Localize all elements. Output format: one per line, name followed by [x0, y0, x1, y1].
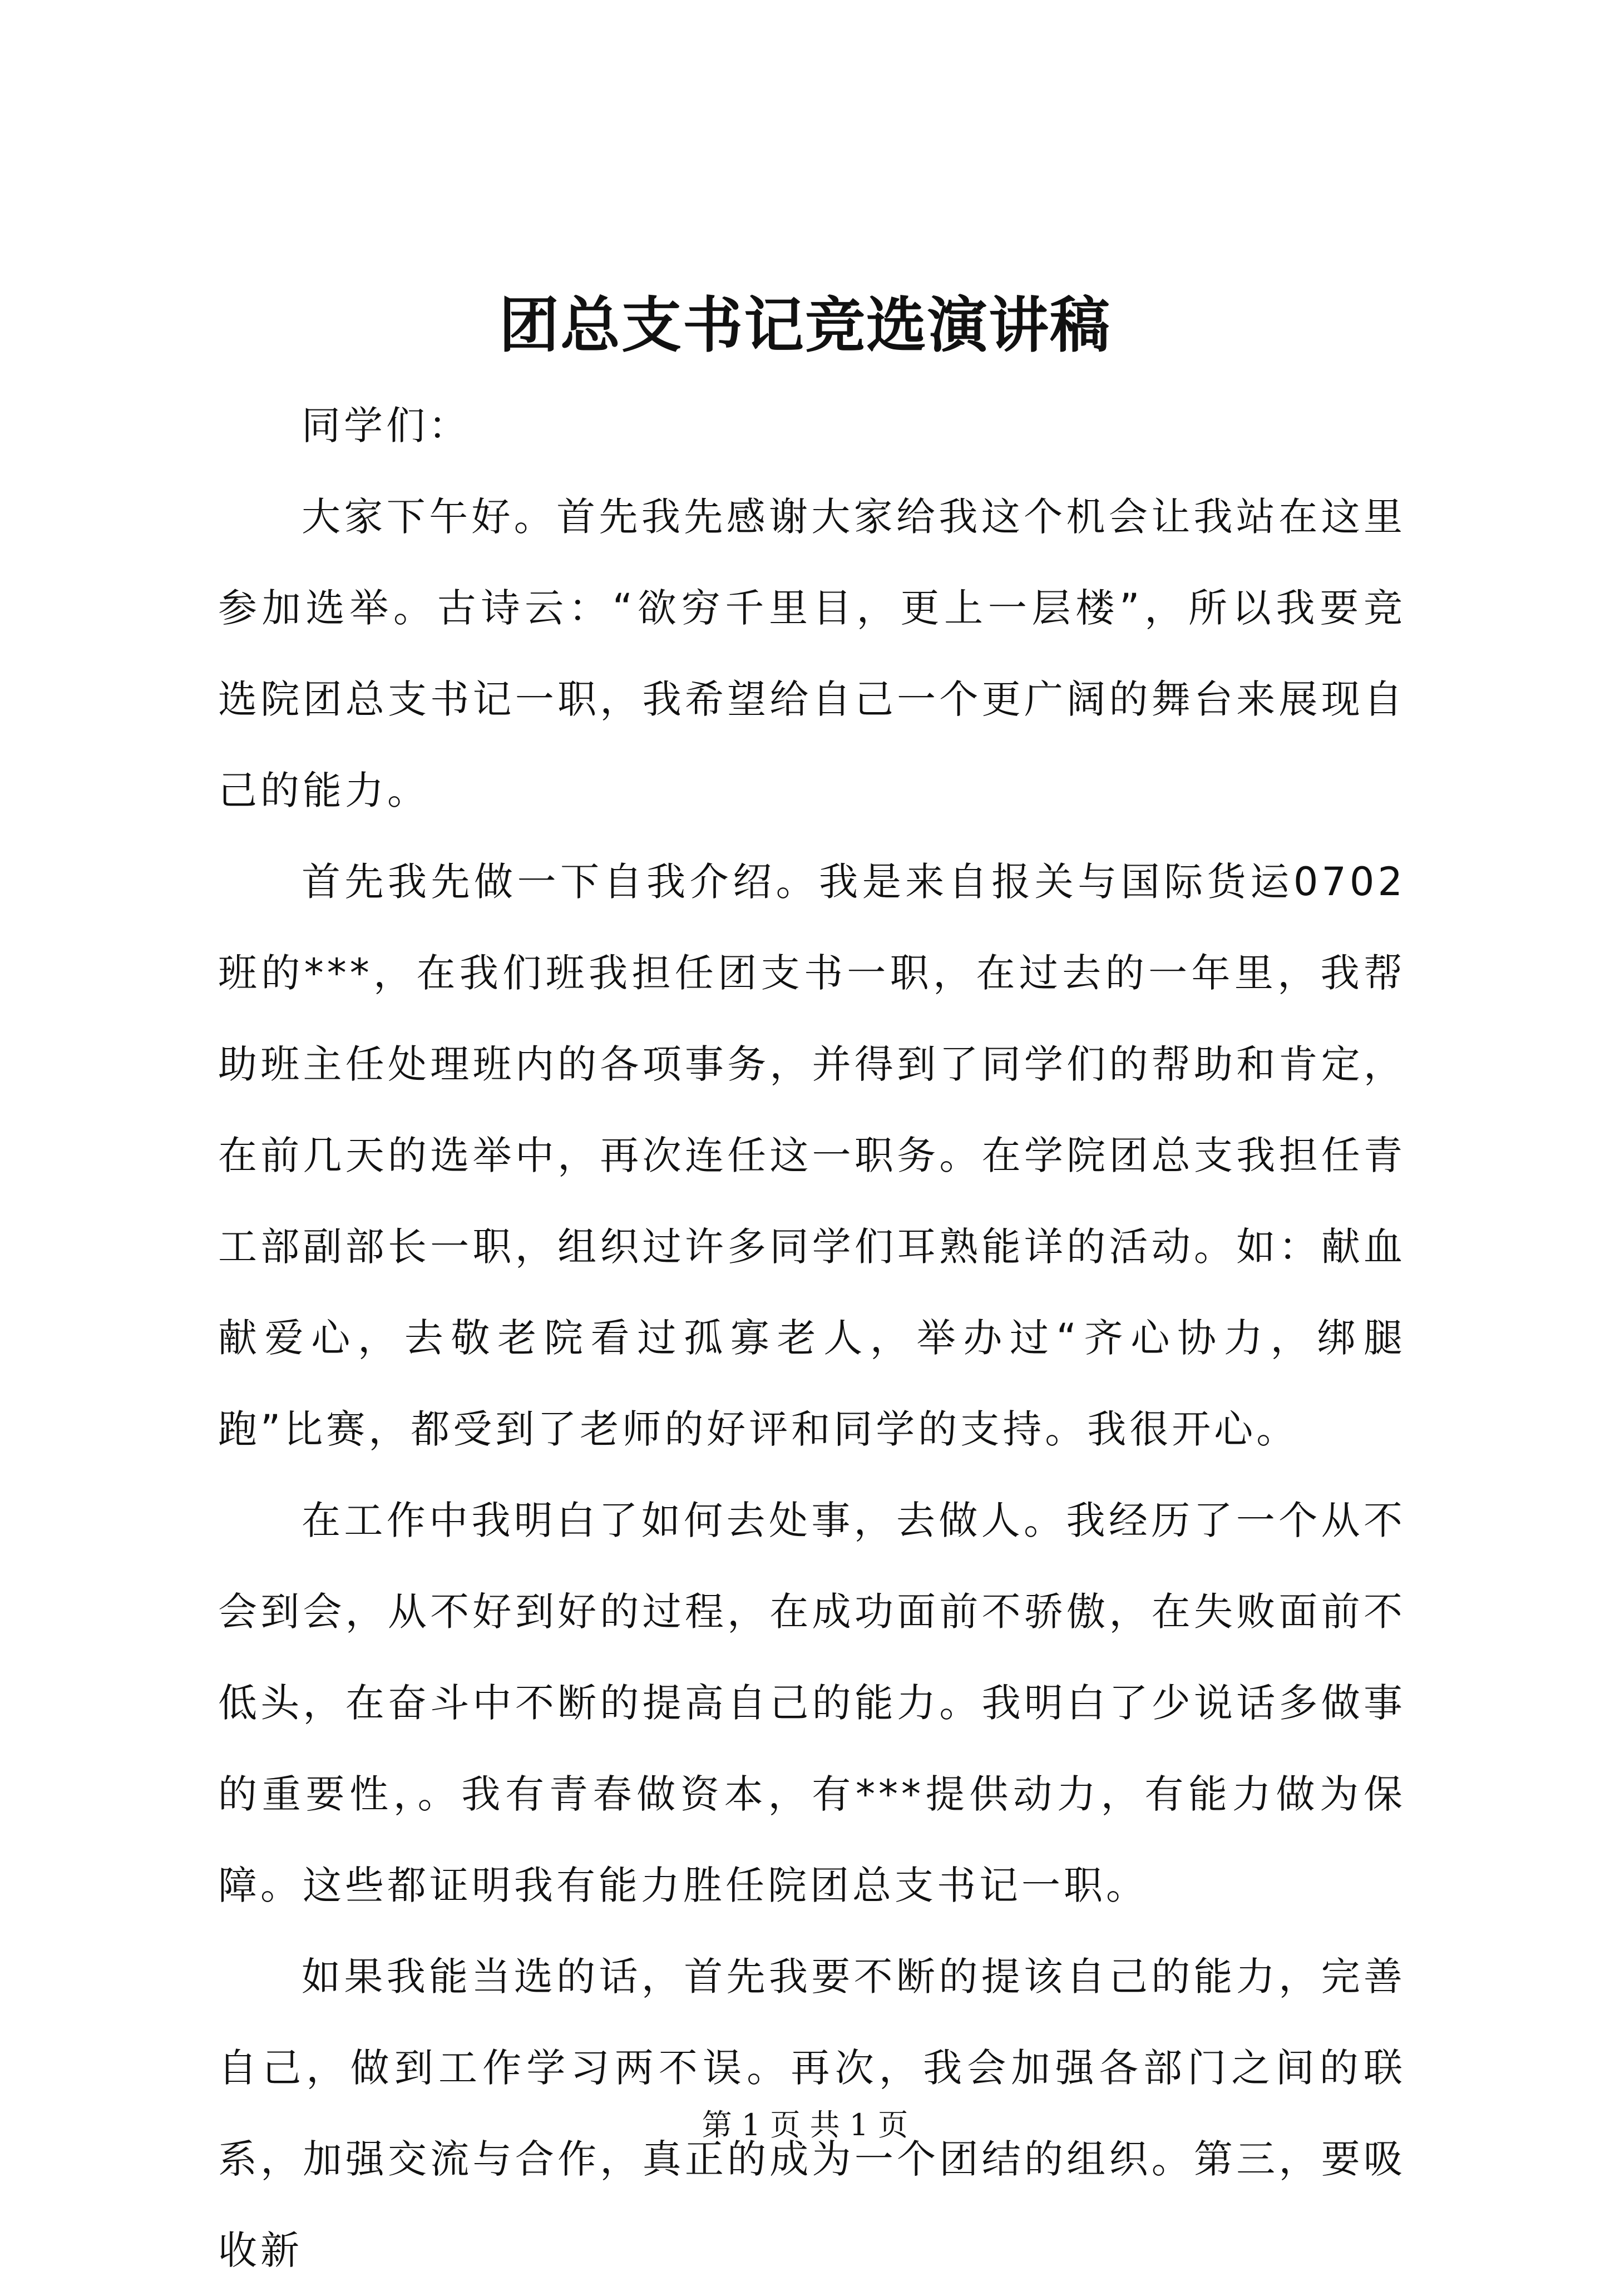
paragraph-experience: 在工作中我明白了如何去处事，去做人。我经历了一个从不会到会，从不好到好的过程，在成功面前不骄傲，在失败面前不低头，在奋斗中不断的提高自己的能力。我明白了少说话多做事的重要性，。我有青春做资本，有***提供动力，有能力做为保障。这些都证明我有能力胜任院团总支书记一职。 — [218, 1498, 1406, 1908]
page-footer: 第 1 页 共 1 页 — [702, 2107, 908, 2142]
document-body — [218, 380, 1406, 2296]
paragraph-plans: 如果我能当选的话，首先我要不断的提该自己的能力，完善自己，做到工作学习两不误。再次，我会加强各部门之间的联系，加强交流与合作，真正的成为一个团结的组织。第三，要吸收新 — [218, 1954, 1406, 2273]
paragraph-salutation: 同学们： — [302, 403, 471, 448]
document-title: 团总支书记竞选演讲稿 — [498, 290, 1111, 361]
paragraph-self-introduction: 首先我先做一下自我介绍。我是来自报关与国际货运0702班的***，在我们班我担任团支书一职，在过去的一年里，我帮助班主任处理班内的各项事务，并得到了同学们的帮助和肯定，在前几天的选举中，再次连任这一职务。在学院团总支我担任青工部副部长一职，组织过许多同学们耳熟能详的活动。如：献血献爱心，去敬老院看过孤寡老人，举办过“齐心协力，绑腿跑”比赛，都受到了老师的好评和同学的支持。我很开心。 — [218, 859, 1406, 1452]
paragraph-greeting: 大家下午好。首先我先感谢大家给我这个机会让我站在这里参加选举。古诗云：“欲穷千里目，更上一层楼”，所以我要竞选院团总支书记一职，我希望给自己一个更广阔的舞台来展现自己的能力。 — [218, 494, 1406, 813]
